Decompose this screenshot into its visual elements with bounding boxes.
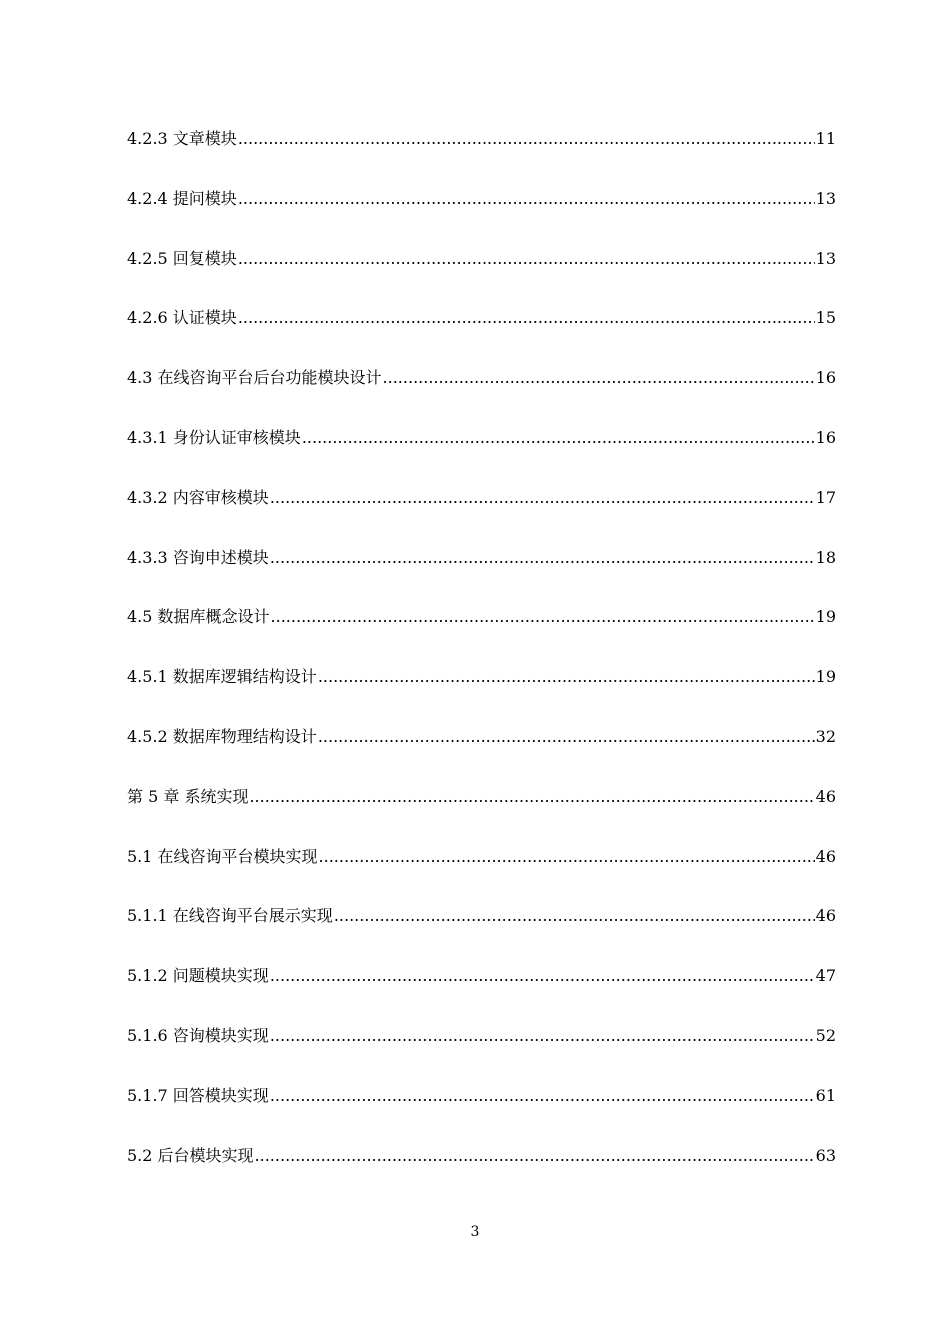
toc-entry[interactable] bbox=[127, 632, 836, 692]
toc-dot-leader bbox=[238, 124, 815, 154]
toc-dot-leader bbox=[238, 184, 815, 214]
toc-entry-page: 46 bbox=[815, 906, 836, 926]
toc-entry-page: 63 bbox=[815, 1145, 836, 1165]
toc-entry-page: 32 bbox=[815, 726, 836, 746]
toc-entry-page: 16 bbox=[815, 368, 836, 388]
toc-entry-page: 15 bbox=[815, 308, 836, 328]
toc-dot-leader bbox=[318, 722, 815, 752]
toc-dot-leader bbox=[270, 543, 815, 573]
toc-entry[interactable] bbox=[127, 393, 836, 453]
toc-entry[interactable] bbox=[127, 124, 836, 154]
toc-entry[interactable] bbox=[127, 154, 836, 214]
toc-dot-leader bbox=[302, 423, 815, 453]
toc-entry-title: 5.2 后台模块实现 bbox=[127, 1145, 254, 1165]
toc-entry-page: 19 bbox=[815, 607, 836, 627]
toc-dot-leader bbox=[319, 842, 815, 872]
toc-entry[interactable] bbox=[127, 573, 836, 633]
toc-dot-leader bbox=[318, 662, 815, 692]
toc-entry-page: 47 bbox=[815, 966, 836, 986]
toc-entry-title: 5.1 在线咨询平台模块实现 bbox=[127, 846, 318, 866]
toc-entry-title: 4.5.2 数据库物理结构设计 bbox=[127, 726, 317, 746]
toc-entry-title: 5.1.6 咨询模块实现 bbox=[127, 1025, 269, 1045]
toc-entry[interactable] bbox=[127, 333, 836, 393]
toc-entry[interactable] bbox=[127, 274, 836, 334]
toc-entry-title: 4.5 数据库概念设计 bbox=[127, 607, 270, 627]
toc-entry-page: 19 bbox=[815, 667, 836, 687]
toc-entry[interactable] bbox=[127, 453, 836, 513]
toc-dot-leader bbox=[270, 961, 815, 991]
toc-entry-title: 4.2.6 认证模块 bbox=[127, 308, 237, 328]
toc-entry[interactable] bbox=[127, 1051, 836, 1111]
toc-dot-leader bbox=[238, 303, 815, 333]
toc-dot-leader bbox=[270, 1021, 815, 1051]
toc-dot-leader bbox=[249, 782, 814, 812]
toc-entry-title: 4.5.1 数据库逻辑结构设计 bbox=[127, 667, 317, 687]
toc-entry-title: 4.2.5 回复模块 bbox=[127, 248, 237, 268]
toc-entry-title: 第 5 章 系统实现 bbox=[127, 786, 249, 806]
toc-entry-page: 18 bbox=[815, 547, 836, 567]
toc-entry-page: 46 bbox=[815, 786, 836, 806]
toc-entry[interactable] bbox=[127, 1111, 836, 1171]
toc-entry[interactable] bbox=[127, 812, 836, 872]
toc-entry-title: 4.2.3 文章模块 bbox=[127, 129, 237, 148]
toc-entry-page: 46 bbox=[815, 846, 836, 866]
toc-entry-title: 4.3.2 内容审核模块 bbox=[127, 487, 269, 507]
toc-dot-leader bbox=[334, 901, 815, 931]
toc-dot-leader bbox=[270, 1081, 815, 1111]
toc-entry-page: 61 bbox=[815, 1085, 836, 1105]
toc-entry-page: 13 bbox=[815, 248, 836, 268]
toc-entry[interactable] bbox=[127, 692, 836, 752]
page-number-footer: 3 bbox=[470, 1224, 480, 1240]
toc-entry[interactable] bbox=[127, 872, 836, 932]
table-of-contents bbox=[127, 124, 836, 1171]
toc-entry-title: 5.1.7 回答模块实现 bbox=[127, 1085, 269, 1105]
toc-entry-title: 4.3.3 咨询申述模块 bbox=[127, 547, 269, 567]
toc-entry-title: 5.1.1 在线咨询平台展示实现 bbox=[127, 906, 333, 926]
toc-entry-page: 52 bbox=[815, 1025, 836, 1045]
toc-entry[interactable] bbox=[127, 991, 836, 1051]
toc-dot-leader bbox=[238, 244, 815, 274]
toc-entry[interactable] bbox=[127, 752, 836, 812]
toc-dot-leader bbox=[255, 1141, 815, 1171]
toc-dot-leader bbox=[271, 602, 815, 632]
toc-dot-leader bbox=[270, 483, 815, 513]
toc-entry-page: 11 bbox=[815, 129, 836, 148]
toc-entry-title: 5.1.2 问题模块实现 bbox=[127, 966, 269, 986]
toc-entry-title: 4.3.1 身份认证审核模块 bbox=[127, 427, 301, 447]
toc-entry[interactable] bbox=[127, 214, 836, 274]
toc-entry-page: 16 bbox=[815, 427, 836, 447]
toc-entry[interactable] bbox=[127, 513, 836, 573]
toc-entry-page: 13 bbox=[815, 188, 836, 208]
toc-entry-page: 17 bbox=[815, 487, 836, 507]
toc-entry-title: 4.2.4 提问模块 bbox=[127, 188, 237, 208]
toc-entry[interactable] bbox=[127, 931, 836, 991]
toc-dot-leader bbox=[383, 363, 815, 393]
toc-entry-title: 4.3 在线咨询平台后台功能模块设计 bbox=[127, 368, 382, 388]
